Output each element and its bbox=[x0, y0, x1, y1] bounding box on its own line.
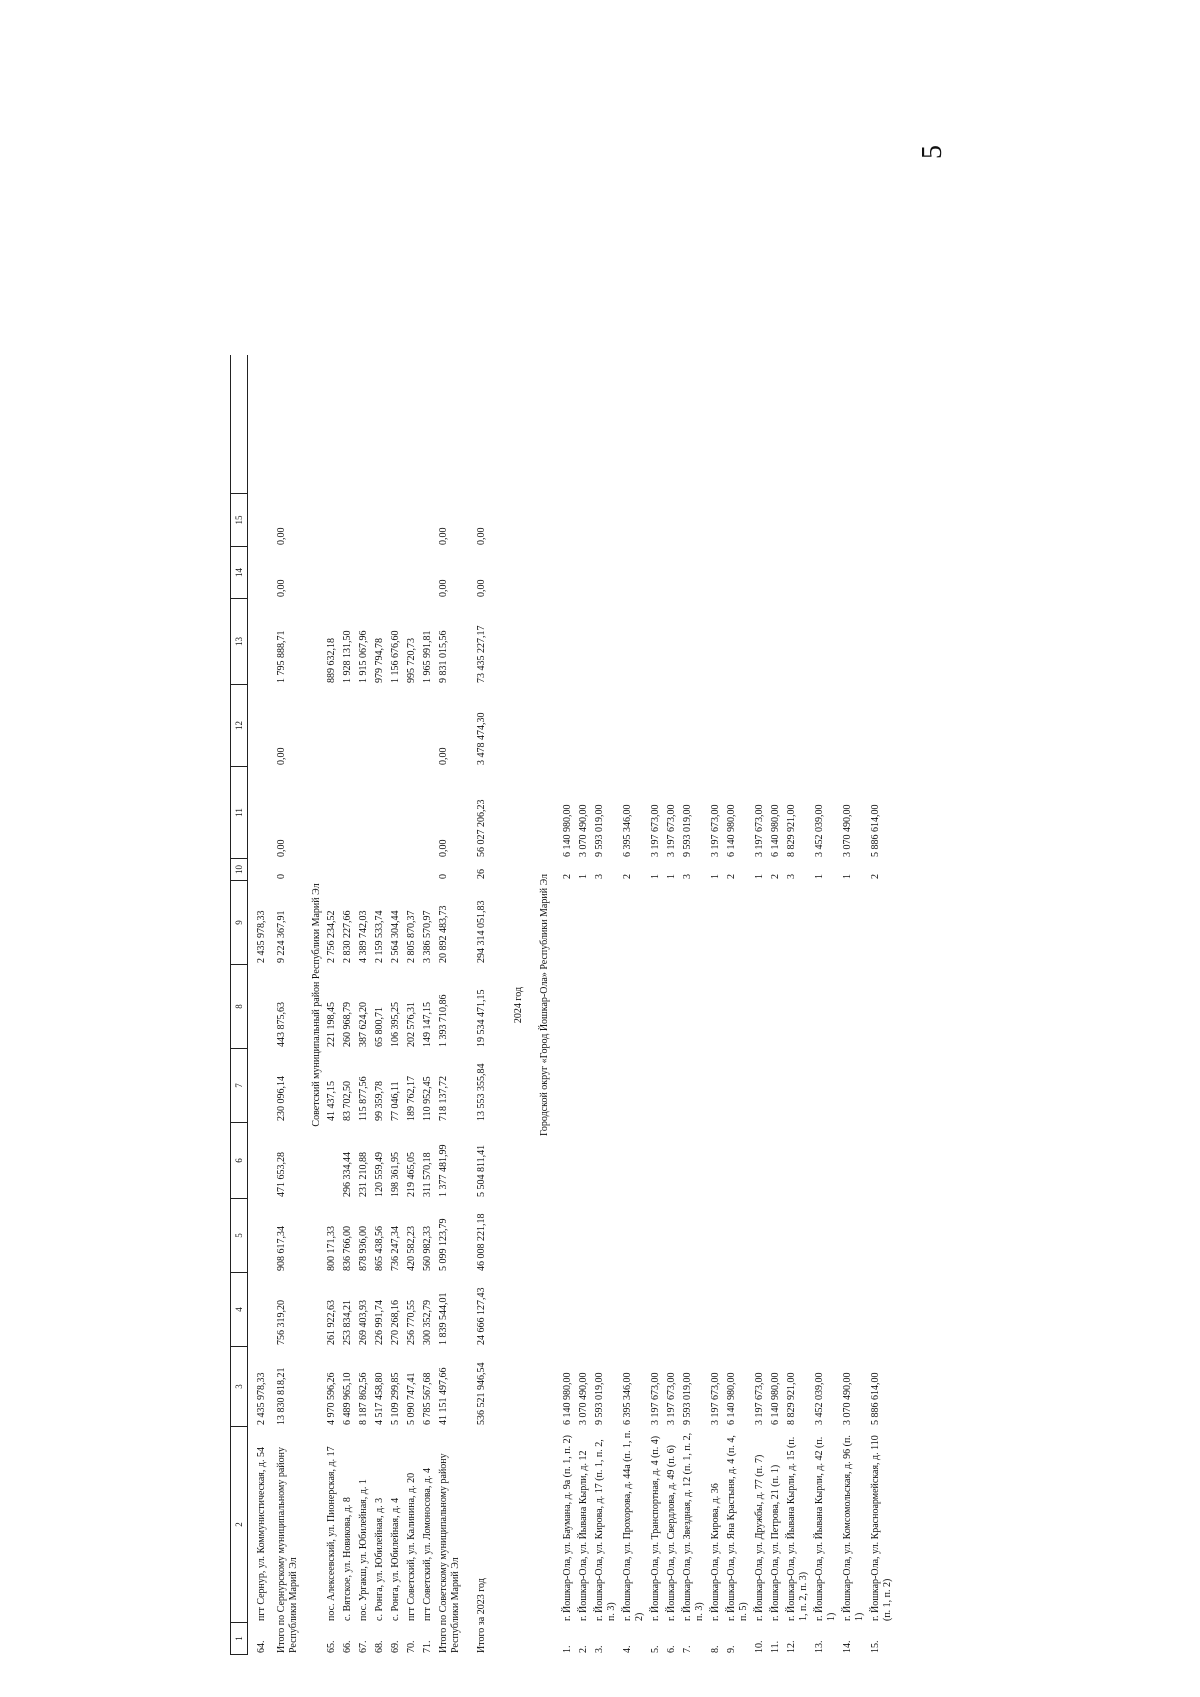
cell-c3: 6 395 346,00 bbox=[622, 1372, 633, 1425]
cell-c4: 270 268,16 bbox=[390, 1300, 401, 1345]
cell-c6: 5 504 811,41 bbox=[476, 1144, 487, 1197]
cell-c3: 9 593 019,00 bbox=[594, 1372, 605, 1425]
cell-c10: 3 bbox=[594, 874, 605, 879]
cell-c9: 9 224 367,91 bbox=[276, 910, 287, 963]
cell-c4: 300 352,79 bbox=[422, 1300, 433, 1345]
column-header-15: 15 bbox=[231, 493, 247, 547]
section-title-yoshkar: Городской округ «Город Йошкар-Ола» Республики Марий Эл bbox=[539, 873, 550, 1137]
cell-c12: 0,00 bbox=[438, 747, 449, 765]
cell-c3: 3 197 673,00 bbox=[754, 1372, 765, 1425]
cell-c3: 4 517 458,80 bbox=[374, 1372, 385, 1425]
cell-c13: 1 795 888,71 bbox=[276, 630, 287, 683]
cell-c10: 2 bbox=[726, 874, 737, 879]
cell-c11: 6 140 980,00 bbox=[770, 804, 781, 857]
table-row bbox=[842, 355, 866, 1655]
cell-c11: 3 070 490,00 bbox=[578, 804, 589, 857]
cell-c7: 99 359,78 bbox=[374, 1081, 385, 1121]
cell-name: г. Йошкар-Ола, ул. Звездная, д. 12 (п. 1, п. 2, п. 3) bbox=[682, 1432, 705, 1621]
cell-c9: 4 389 742,03 bbox=[358, 910, 369, 963]
cell-c6: 1 377 481,99 bbox=[438, 1144, 449, 1197]
cell-c7: 110 952,45 bbox=[422, 1076, 433, 1121]
cell-c4: 24 666 127,43 bbox=[476, 1287, 487, 1345]
cell-c11: 6 140 980,00 bbox=[562, 804, 573, 857]
year-heading: 2024 год bbox=[513, 986, 524, 1024]
column-header-9: 9 bbox=[231, 881, 247, 965]
cell-c10: 1 bbox=[578, 874, 589, 879]
cell-c3: 13 830 818,21 bbox=[276, 1367, 287, 1425]
cell-name: г. Йошкар-Ола, ул. Кирова, д. 36 bbox=[710, 1483, 721, 1621]
cell-c6: 471 653,28 bbox=[276, 1152, 287, 1197]
cell-c10: 2 bbox=[562, 874, 573, 879]
cell-c3: 3 197 673,00 bbox=[710, 1372, 721, 1425]
cell-c7: 115 877,56 bbox=[358, 1076, 369, 1121]
cell-c5: 420 582,23 bbox=[406, 1226, 417, 1271]
cell-c11: 56 027 206,23 bbox=[476, 799, 487, 857]
cell-c9: 2 805 870,37 bbox=[406, 910, 417, 963]
cell-c7: 189 762,17 bbox=[406, 1076, 417, 1121]
cell-n: 3. bbox=[594, 1645, 605, 1653]
cell-c6: 219 465,05 bbox=[406, 1152, 417, 1197]
cell-name: Итого по Советскому муниципальному району Республики Марий Эл bbox=[438, 1453, 461, 1653]
table-body bbox=[248, 355, 898, 1655]
cell-c9: 294 314 051,83 bbox=[476, 900, 487, 963]
cell-name: г. Йошкар-Ола, ул. Баумана, д. 9а (п. 1, п. 2) bbox=[562, 1435, 573, 1621]
cell-c10: 1 bbox=[814, 874, 825, 879]
column-header-6: 6 bbox=[231, 1123, 247, 1199]
cell-name: Итого по Сернурскому муниципальному району Республики Марий Эл bbox=[276, 1447, 299, 1653]
cell-name: г. Йошкар-Ола, ул. Транспортная, д. 4 (п. 4) bbox=[650, 1435, 661, 1621]
column-header-3: 3 bbox=[231, 1347, 247, 1427]
cell-c3: 3 197 673,00 bbox=[666, 1372, 677, 1425]
column-header-2: 2 bbox=[231, 1427, 247, 1623]
cell-c13: 1 915 067,96 bbox=[358, 630, 369, 683]
cell-n: 70. bbox=[406, 1640, 417, 1653]
cell-n: 68. bbox=[374, 1640, 385, 1653]
cell-n: 66. bbox=[342, 1640, 353, 1653]
cell-c3: 8 829 921,00 bbox=[786, 1372, 797, 1425]
cell-c7: 83 702,50 bbox=[342, 1081, 353, 1121]
cell-name: г. Йошкар-Ола, ул. Комсомольская, д. 96 (п. 1) bbox=[842, 1435, 865, 1621]
table-row bbox=[256, 355, 268, 1655]
cell-name: г. Йошкар-Ола, ул. Яна Крастыня, д. 4 (п. 4, п. 5) bbox=[726, 1435, 749, 1621]
cell-name: пгт Советский, ул. Ломоносова, д. 4 bbox=[422, 1468, 433, 1621]
cell-name: г. Йошкар-Ола, ул. Прохорова, д. 44а (п. 1, п. 2) bbox=[622, 1430, 645, 1621]
cell-c8: 1 393 710,86 bbox=[438, 994, 449, 1047]
cell-c8: 149 147,15 bbox=[422, 1002, 433, 1047]
section-title-sovetsky: Советский муниципальный район Республики Марий Эл bbox=[311, 883, 322, 1127]
cell-c8: 202 576,31 bbox=[406, 1002, 417, 1047]
cell-c7: 718 137,72 bbox=[438, 1076, 449, 1121]
cell-c13: 1 928 131,50 bbox=[342, 630, 353, 683]
cell-c11: 3 452 039,00 bbox=[814, 804, 825, 857]
cell-c3: 6 785 567,68 bbox=[422, 1372, 433, 1425]
cell-name: с. Ронга, ул. Юбилейная, д. 4 bbox=[390, 1497, 401, 1621]
cell-name: г. Йошкар-Ола, ул. Йывана Кырли, д. 12 bbox=[578, 1450, 589, 1621]
page-number: 5 bbox=[917, 145, 948, 159]
cell-n: 14. bbox=[842, 1640, 853, 1653]
cell-name: г. Йошкар-Ола, ул. Свердлова, д. 49 (п. 6) bbox=[666, 1445, 677, 1621]
cell-c4: 261 922,63 bbox=[326, 1300, 337, 1345]
cell-c3: 6 140 980,00 bbox=[770, 1372, 781, 1425]
table-row bbox=[594, 355, 618, 1655]
cell-name: Итого за 2023 год bbox=[476, 1578, 487, 1653]
cell-c5: 908 617,34 bbox=[276, 1226, 287, 1271]
table-row bbox=[374, 355, 386, 1655]
cell-c3: 536 521 946,54 bbox=[476, 1362, 487, 1425]
table-row bbox=[754, 355, 766, 1655]
column-header-10: 10 bbox=[231, 859, 247, 881]
cell-c8: 260 968,79 bbox=[342, 1002, 353, 1047]
column-header-14: 14 bbox=[231, 547, 247, 599]
cell-n: 8. bbox=[710, 1645, 721, 1653]
cell-c3: 9 593 019,00 bbox=[682, 1372, 693, 1425]
column-header-1: 1 bbox=[231, 1623, 247, 1655]
table-row bbox=[870, 355, 894, 1655]
cell-c13: 979 794,78 bbox=[374, 638, 385, 683]
cell-c3: 5 109 299,85 bbox=[390, 1372, 401, 1425]
cell-n: 10. bbox=[754, 1640, 765, 1653]
column-header-4: 4 bbox=[231, 1273, 247, 1347]
cell-n: 64. bbox=[256, 1640, 267, 1653]
cell-c3: 6 140 980,00 bbox=[726, 1372, 737, 1425]
table-row bbox=[406, 355, 418, 1655]
cell-c3: 5 090 747,41 bbox=[406, 1372, 417, 1425]
cell-c10: 1 bbox=[666, 874, 677, 879]
table-row bbox=[622, 355, 646, 1655]
cell-c13: 889 632,18 bbox=[326, 638, 337, 683]
table-row bbox=[650, 355, 662, 1655]
cell-c11: 0,00 bbox=[438, 839, 449, 857]
column-header-13: 13 bbox=[231, 599, 247, 685]
cell-c9: 2 159 533,74 bbox=[374, 910, 385, 963]
cell-name: г. Йошкар-Ола, ул. Йывана Кырли, д. 42 (п. 1) bbox=[814, 1436, 837, 1621]
rotated-content bbox=[230, 355, 1200, 1655]
total-row-2023 bbox=[476, 355, 488, 1655]
cell-c7: 13 553 355,84 bbox=[476, 1063, 487, 1121]
cell-c5: 878 936,00 bbox=[358, 1226, 369, 1271]
cell-c10: 3 bbox=[682, 874, 693, 879]
cell-name: пос. Ургакш, ул. Юбилейная, д. 1 bbox=[358, 1479, 369, 1621]
cell-c13: 73 435 227,17 bbox=[476, 625, 487, 683]
cell-c13: 1 965 991,81 bbox=[422, 630, 433, 683]
cell-c8: 106 395,25 bbox=[390, 1002, 401, 1047]
cell-c8: 221 198,45 bbox=[326, 1002, 337, 1047]
cell-c9: 20 892 483,73 bbox=[438, 905, 449, 963]
cell-c15: 0,00 bbox=[438, 527, 449, 545]
cell-c11: 3 197 673,00 bbox=[754, 804, 765, 857]
cell-c7: 77 046,11 bbox=[390, 1081, 401, 1121]
table-row bbox=[814, 355, 838, 1655]
table-row bbox=[422, 355, 434, 1655]
cell-c4: 756 319,20 bbox=[276, 1300, 287, 1345]
cell-n: 4. bbox=[622, 1645, 633, 1653]
table-row bbox=[326, 355, 338, 1655]
cell-c3: 6 489 965,10 bbox=[342, 1372, 353, 1425]
cell-c11: 3 197 673,00 bbox=[710, 804, 721, 857]
cell-c5: 736 247,34 bbox=[390, 1226, 401, 1271]
cell-c5: 836 766,00 bbox=[342, 1226, 353, 1271]
cell-n: 5. bbox=[650, 1645, 661, 1653]
cell-c10: 2 bbox=[770, 874, 781, 879]
cell-c5: 46 008 221,18 bbox=[476, 1213, 487, 1271]
cell-c13: 1 156 676,60 bbox=[390, 630, 401, 683]
cell-c3: 3 070 490,00 bbox=[578, 1372, 589, 1425]
cell-c10: 1 bbox=[754, 874, 765, 879]
cell-n: 6. bbox=[666, 1645, 677, 1653]
cell-name: пгт Сернур, ул. Коммунистическая, д. 54 bbox=[256, 1447, 267, 1621]
table-row bbox=[578, 355, 590, 1655]
cell-n: 12. bbox=[786, 1640, 797, 1653]
table-row bbox=[710, 355, 722, 1655]
cell-c3: 2 435 978,33 bbox=[256, 1372, 267, 1425]
cell-c6: 231 210,88 bbox=[358, 1152, 369, 1197]
cell-c3: 41 151 497,66 bbox=[438, 1367, 449, 1425]
cell-n: 7. bbox=[682, 1645, 693, 1653]
cell-c6: 296 334,44 bbox=[342, 1152, 353, 1197]
column-number-header bbox=[230, 355, 248, 1655]
cell-c11: 8 829 921,00 bbox=[786, 804, 797, 857]
cell-c11: 9 593 019,00 bbox=[682, 804, 693, 857]
table-row bbox=[666, 355, 678, 1655]
cell-c11: 9 593 019,00 bbox=[594, 804, 605, 857]
cell-n: 69. bbox=[390, 1640, 401, 1653]
table-row bbox=[786, 355, 810, 1655]
total-row-sovetsky bbox=[438, 355, 462, 1655]
cell-c9: 2 564 304,44 bbox=[390, 910, 401, 963]
budget-table bbox=[230, 355, 898, 1655]
cell-c9: 2 435 978,33 bbox=[256, 910, 267, 963]
cell-c5: 800 171,33 bbox=[326, 1226, 337, 1271]
cell-c3: 3 070 490,00 bbox=[842, 1372, 853, 1425]
cell-c4: 226 991,74 bbox=[374, 1300, 385, 1345]
table-row bbox=[390, 355, 402, 1655]
cell-c10: 1 bbox=[710, 874, 721, 879]
cell-n: 9. bbox=[726, 1645, 737, 1653]
column-header-7: 7 bbox=[231, 1049, 247, 1123]
cell-c15: 0,00 bbox=[276, 527, 287, 545]
cell-c8: 387 624,20 bbox=[358, 1002, 369, 1047]
cell-c13: 9 831 015,56 bbox=[438, 630, 449, 683]
cell-c3: 3 197 673,00 bbox=[650, 1372, 661, 1425]
cell-n: 13. bbox=[814, 1640, 825, 1653]
cell-c6: 198 361,95 bbox=[390, 1152, 401, 1197]
cell-c7: 230 096,14 bbox=[276, 1076, 287, 1121]
cell-c10: 1 bbox=[842, 874, 853, 879]
cell-name: пос. Алексеевский, ул. Пионерская, д. 17 bbox=[326, 1446, 337, 1621]
cell-c11: 3 070 490,00 bbox=[842, 804, 853, 857]
table-row bbox=[358, 355, 370, 1655]
cell-name: г. Йошкар-Ола, ул. Кирова, д. 17 (п. 1, п. 2, п. 3) bbox=[594, 1439, 617, 1621]
cell-c9: 3 386 570,97 bbox=[422, 910, 433, 963]
cell-c10: 1 bbox=[650, 874, 661, 879]
cell-c11: 5 886 614,00 bbox=[870, 804, 881, 857]
column-header-8: 8 bbox=[231, 965, 247, 1049]
cell-name: с. Вятское, ул. Новикова, д. 8 bbox=[342, 1497, 353, 1621]
cell-c3: 6 140 980,00 bbox=[562, 1372, 573, 1425]
cell-c12: 3 478 474,30 bbox=[476, 712, 487, 765]
cell-c11: 6 140 980,00 bbox=[726, 804, 737, 857]
cell-c5: 865 438,56 bbox=[374, 1226, 385, 1271]
cell-c4: 1 839 544,01 bbox=[438, 1292, 449, 1345]
table-row bbox=[562, 355, 574, 1655]
cell-c13: 995 720,73 bbox=[406, 638, 417, 683]
cell-c10: 0 bbox=[438, 874, 449, 879]
cell-c11: 0,00 bbox=[276, 839, 287, 857]
cell-name: г. Йошкар-Ола, ул. Красноармейская, д. 110 (п. 1, п. 2) bbox=[870, 1435, 893, 1621]
cell-c3: 8 187 862,56 bbox=[358, 1372, 369, 1425]
cell-c10: 26 bbox=[476, 869, 487, 879]
column-header-11: 11 bbox=[231, 767, 247, 859]
cell-n: 67. bbox=[358, 1640, 369, 1653]
column-header-5: 5 bbox=[231, 1199, 247, 1273]
column-header-12: 12 bbox=[231, 685, 247, 767]
cell-c4: 269 403,93 bbox=[358, 1300, 369, 1345]
cell-n: 1. bbox=[562, 1645, 573, 1653]
cell-c11: 6 395 346,00 bbox=[622, 804, 633, 857]
cell-c6: 311 570,18 bbox=[422, 1152, 433, 1197]
cell-c8: 19 534 471,15 bbox=[476, 989, 487, 1047]
cell-c6: 120 559,49 bbox=[374, 1152, 385, 1197]
cell-c11: 3 197 673,00 bbox=[650, 804, 661, 857]
cell-c9: 2 756 234,52 bbox=[326, 910, 337, 963]
cell-n: 11. bbox=[770, 1640, 781, 1653]
cell-c8: 443 875,63 bbox=[276, 1002, 287, 1047]
cell-c3: 5 886 614,00 bbox=[870, 1372, 881, 1425]
table-row bbox=[342, 355, 354, 1655]
cell-name: пгт Советский, ул. Калинина, д. 20 bbox=[406, 1472, 417, 1621]
cell-c12: 0,00 bbox=[276, 747, 287, 765]
table-row bbox=[726, 355, 750, 1655]
cell-c3: 4 970 596,26 bbox=[326, 1372, 337, 1425]
cell-c10: 3 bbox=[786, 874, 797, 879]
total-row-sernur bbox=[276, 355, 300, 1655]
cell-c10: 2 bbox=[622, 874, 633, 879]
cell-n: 15. bbox=[870, 1640, 881, 1653]
cell-c11: 3 197 673,00 bbox=[666, 804, 677, 857]
cell-name: г. Йошкар-Ола, ул. Йывана Кырли, д. 15 (п. 1, п. 2, п. 3) bbox=[786, 1436, 809, 1621]
cell-c3: 3 452 039,00 bbox=[814, 1372, 825, 1425]
cell-c5: 5 099 123,79 bbox=[438, 1218, 449, 1271]
cell-c4: 256 770,55 bbox=[406, 1300, 417, 1345]
cell-name: г. Йошкар-Ола, ул. Дружбы, д. 77 (п. 7) bbox=[754, 1454, 765, 1621]
cell-c14: 0,00 bbox=[476, 579, 487, 597]
cell-c4: 253 834,21 bbox=[342, 1300, 353, 1345]
cell-n: 71. bbox=[422, 1640, 433, 1653]
cell-c10: 0 bbox=[276, 874, 287, 879]
cell-c10: 2 bbox=[870, 874, 881, 879]
cell-c14: 0,00 bbox=[438, 579, 449, 597]
cell-name: г. Йошкар-Ола, ул. Петрова, 21 (п. 1) bbox=[770, 1464, 781, 1621]
cell-c14: 0,00 bbox=[276, 579, 287, 597]
cell-c15: 0,00 bbox=[476, 527, 487, 545]
table-row bbox=[770, 355, 782, 1655]
cell-c9: 2 830 227,66 bbox=[342, 910, 353, 963]
cell-c7: 41 437,15 bbox=[326, 1081, 337, 1121]
cell-c5: 560 982,33 bbox=[422, 1226, 433, 1271]
cell-n: 2. bbox=[578, 1645, 589, 1653]
table-row bbox=[682, 355, 706, 1655]
cell-n: 65. bbox=[326, 1640, 337, 1653]
cell-name: с. Ронга, ул. Юбилейная, д. 3 bbox=[374, 1497, 385, 1621]
cell-c8: 65 800,71 bbox=[374, 1007, 385, 1047]
